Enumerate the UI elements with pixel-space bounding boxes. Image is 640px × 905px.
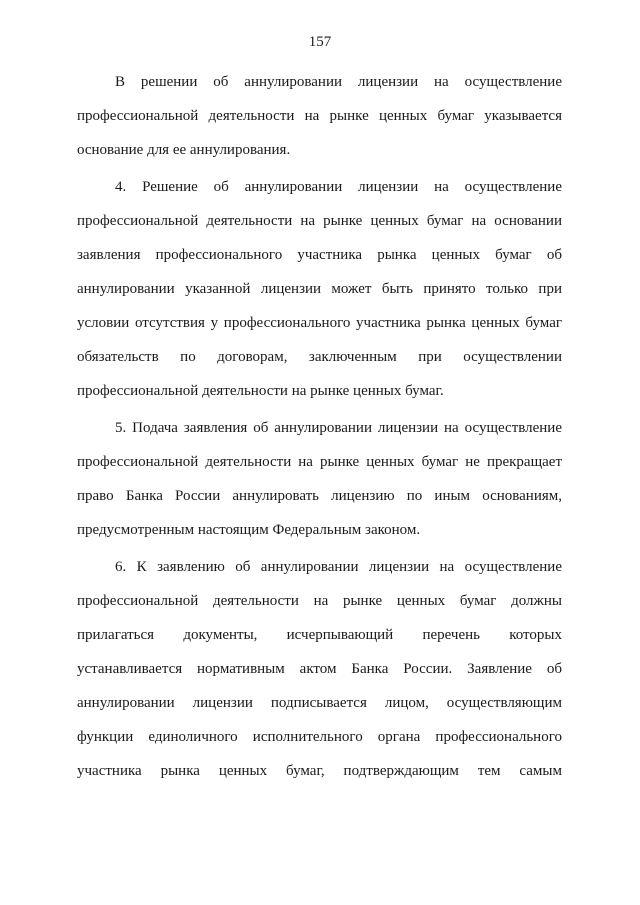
text-line: предусмотренным настоящим Федеральным законом. [77,522,421,538]
text-line: основание для ее аннулирования. [77,142,291,158]
text-line: участника рынка ценных бумаг, подтверждающим тем самым [77,763,562,779]
text-line: профессиональной деятельности на рынке ценных бумаг на основании [77,213,562,229]
text-line: профессиональной деятельности на рынке ценных бумаг должны [77,593,562,609]
text-line: аннулировании указанной лицензии может быть принято только при [77,281,562,297]
text-line: прилагаться документы, исчерпывающий перечень которых [77,627,562,643]
text-line: 6. К заявлению об аннулировании лицензии на осуществление [115,559,562,575]
text-line: заявления профессионального участника рынка ценных бумаг об [77,247,562,263]
text-line: 5. Подача заявления об аннулировании лицензии на осуществление [115,420,562,436]
text-line: профессиональной деятельности на рынке ценных бумаг указывается [77,108,562,124]
text-line: профессиональной деятельности на рынке ценных бумаг не прекращает [77,454,562,470]
text-line: право Банка России аннулировать лицензию по иным основаниям, [77,488,562,504]
text-line: устанавливается нормативным актом Банка России. Заявление об [77,661,562,677]
text-line: обязательств по договорам, заключенным при осуществлении [77,349,562,365]
text-line: В решении об аннулировании лицензии на осуществление [115,74,562,90]
text-line: аннулировании лицензии подписывается лицом, осуществляющим [77,695,562,711]
text-line: 4. Решение об аннулировании лицензии на осуществление [115,179,562,195]
text-line: функции единоличного исполнительного органа профессионального [77,729,562,745]
page-number: 157 [308,34,332,50]
text-line: профессиональной деятельности на рынке ценных бумаг. [77,383,444,399]
text-line: условии отсутствия у профессионального участника рынка ценных бумаг [77,315,562,331]
